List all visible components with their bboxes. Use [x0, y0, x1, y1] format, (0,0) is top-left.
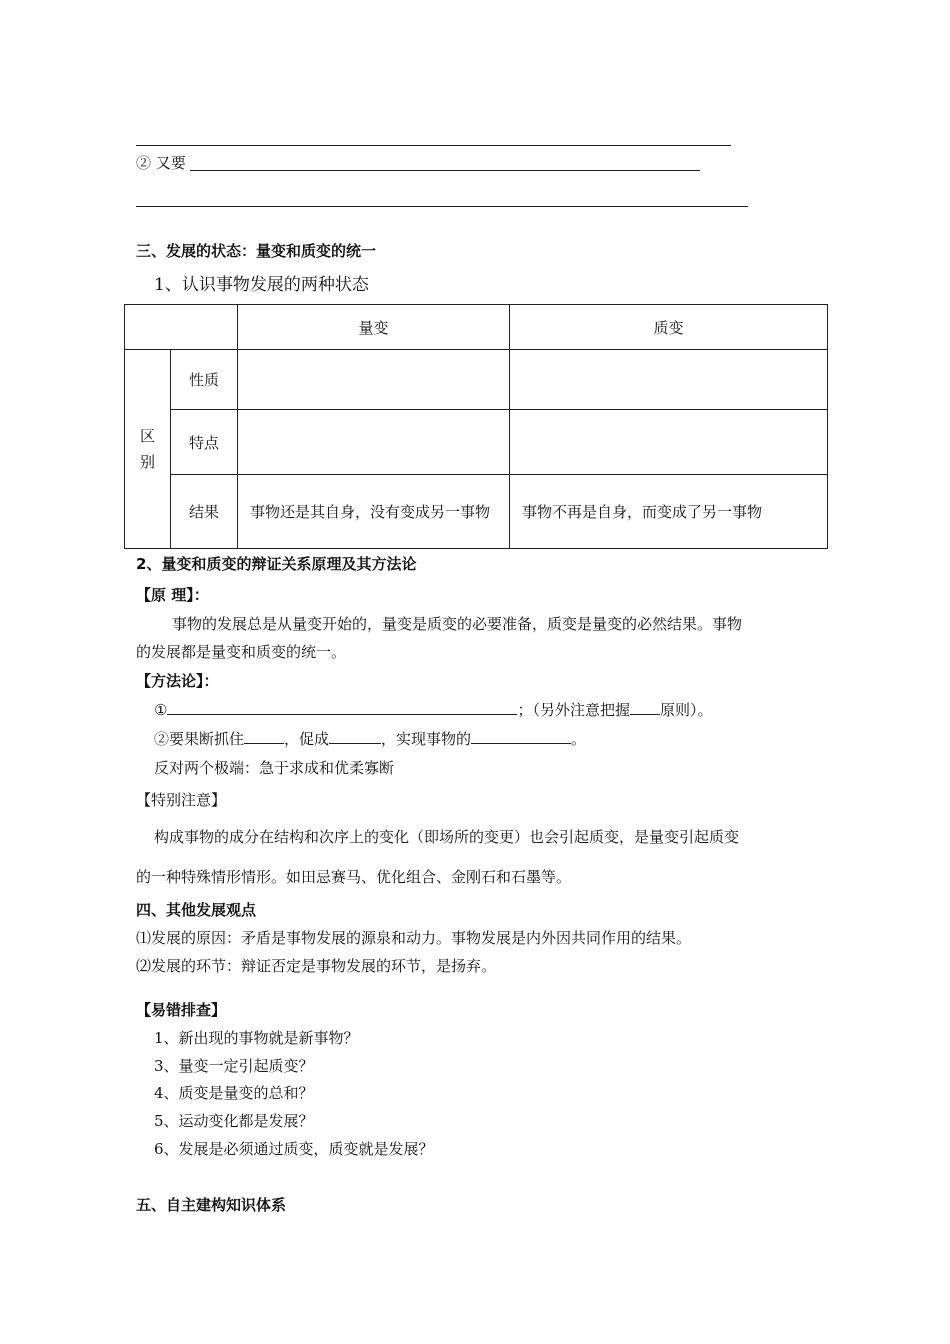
section-4-p1: ⑴发展的原因：矛盾是事物发展的源泉和动力。事物发展是内外因共同作用的结果。: [136, 929, 692, 947]
cell-feature-qual: [510, 410, 828, 475]
section-3-title: 三、发展的状态：量变和质变的统一: [136, 242, 377, 260]
blank-line-3: [136, 206, 748, 207]
oppose-text: 反对两个极端：急于求成和优柔寡断: [154, 759, 395, 777]
result-quant-text: 事物还是其自身，没有变成另一事物: [250, 502, 491, 521]
cell-nature-quant: [238, 350, 510, 410]
errors-title: 【易错排查】: [136, 1001, 227, 1019]
method-label: 【方法论】：: [136, 672, 219, 690]
comparison-table: [124, 304, 828, 549]
method-1-principle-blank: [630, 699, 660, 715]
row-label-nature: 性质: [171, 350, 238, 410]
blank-line-2: [190, 170, 700, 171]
principle-text-2: 的发展都是量变和质变的统一。: [136, 643, 347, 661]
method-2-d: 。: [571, 730, 587, 748]
cell-nature-qual: [510, 350, 828, 410]
method-2-a: ②要果断抓住: [154, 730, 245, 748]
group-label-2: 别: [139, 453, 155, 471]
method-1-suffix: 原则）。: [659, 701, 713, 719]
special-text-2: 的一种特殊情形情形。如田忌赛马、优化组合、金刚石和石墨等。: [136, 868, 572, 886]
method-2-b: ，促成: [284, 730, 330, 748]
result-qual-text: 事物不再是自身，而变成了另一事物: [522, 502, 763, 521]
item-2-label: ② 又要: [136, 154, 186, 172]
method-2-blank-3: [471, 728, 571, 744]
section-4-title: 四、其他发展观点: [136, 901, 257, 919]
row-label-feature: 特点: [171, 410, 238, 475]
section-3-sub1: 1、认识事物发展的两种状态: [154, 275, 369, 295]
header-qualitative: 质变: [510, 305, 828, 350]
group-label-1: 区: [139, 427, 155, 445]
method-1: [154, 699, 712, 720]
table-corner-cell: [125, 305, 238, 350]
cell-feature-quant: [238, 410, 510, 475]
method-1-blank: [167, 699, 517, 715]
section-3-sub2: 2、量变和质变的辩证关系原理及其方法论: [136, 555, 417, 573]
method-2-blank-1: [244, 728, 284, 744]
cell-result-quant: [238, 475, 510, 549]
method-1-mid: ；（另外注意把握: [517, 701, 630, 719]
row-label-result: 结果: [171, 475, 238, 549]
principle-text-1: 事物的发展总是从量变开始的，量变是质变的必要准备，质变是量变的必然结果。事物: [172, 615, 743, 633]
header-quantitative: 量变: [238, 305, 510, 350]
error-item: 4、质变是量变的总和？: [154, 1084, 314, 1102]
special-text-1: 构成事物的成分在结构和次序上的变化（即场所的变更）也会引起质变，是量变引起质变: [154, 828, 740, 846]
error-item: 3、量变一定引起质变？: [154, 1057, 314, 1075]
method-1-prefix: ①: [154, 701, 168, 719]
error-item: 6、发展是必须通过质变，质变就是发展？: [154, 1140, 434, 1158]
group-label-cell: [125, 350, 171, 549]
method-2-c: ，实现事物的: [381, 730, 472, 748]
error-item: 5、运动变化都是发展？: [154, 1112, 314, 1130]
method-2: [154, 728, 586, 749]
section-4-p2: ⑵发展的环节：辩证否定是事物发展的环节，是扬弃。: [136, 957, 497, 975]
cell-result-qual: [510, 475, 828, 549]
special-label: 【特别注意】: [136, 791, 227, 809]
method-2-blank-2: [329, 728, 381, 744]
principle-label: 【原 理】：: [136, 586, 209, 604]
section-5-title: 五、自主建构知识体系: [136, 1196, 287, 1214]
error-item: 1、新出现的事物就是新事物？: [154, 1029, 359, 1047]
blank-line-1: [136, 145, 731, 146]
